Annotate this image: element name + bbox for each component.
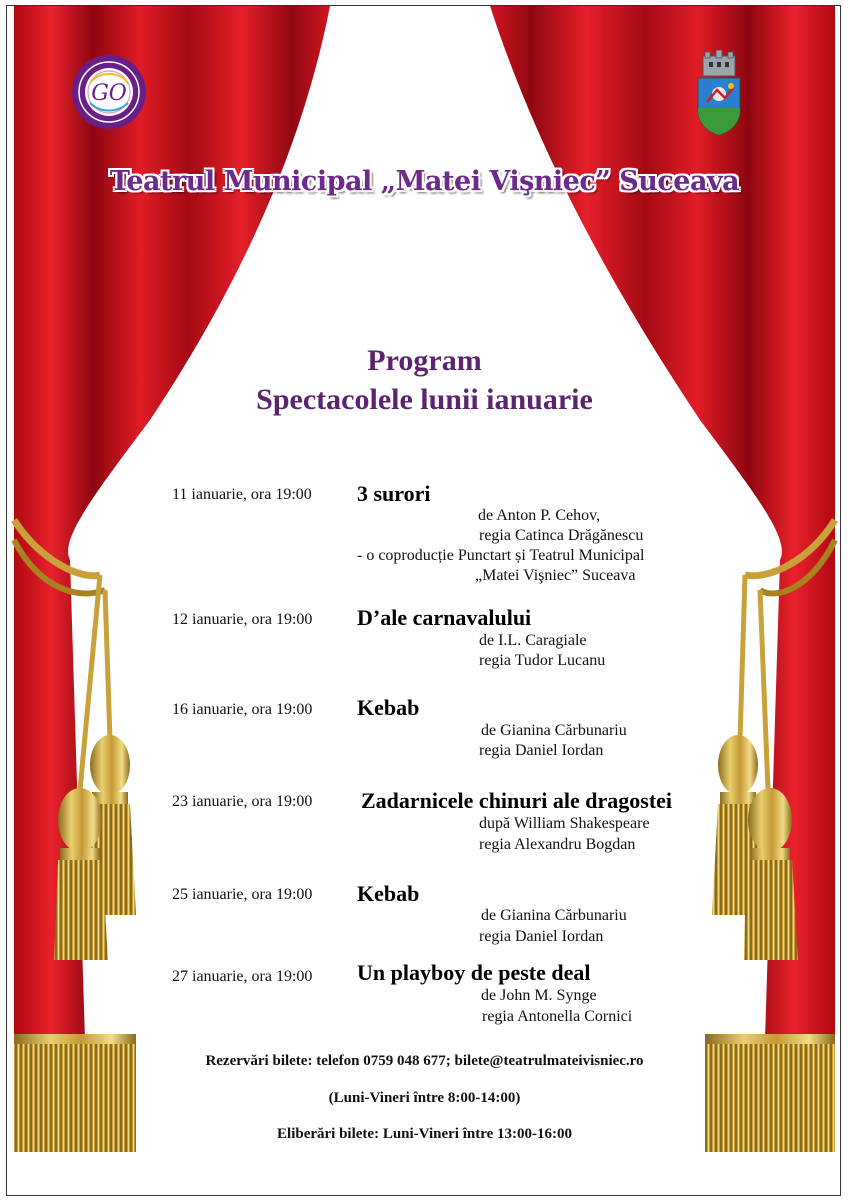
- event-detail: regia Catinca Drăgănescu: [479, 527, 644, 544]
- event-detail: - o coproducție Punctart și Teatrul Municipal: [357, 547, 645, 564]
- event-detail: regia Antonella Cornici: [482, 1008, 633, 1025]
- svg-text:GO: GO: [91, 81, 127, 106]
- event-detail: de Gianina Cărbunariu: [481, 907, 627, 924]
- program-subtitle: Spectacolele lunii ianuarie: [256, 383, 593, 416]
- ticket-release-info: Eliberări bilete: Luni-Vineri între 13:00-16:00: [277, 1126, 572, 1142]
- reservation-hours: (Luni-Vineri între 8:00-14:00): [328, 1090, 521, 1106]
- event-detail: de Gianina Cărbunariu: [481, 722, 627, 739]
- event-title: Zadarnicele chinuri ale dragostei: [361, 788, 673, 813]
- event-detail: de John M. Synge: [481, 987, 597, 1004]
- event-date: 27 ianuarie, ora 19:00: [172, 968, 313, 985]
- event-date: 23 ianuarie, ora 19:00: [172, 793, 313, 810]
- event-detail: regia Daniel Iordan: [479, 928, 604, 945]
- event-date: 11 ianuarie, ora 19:00: [172, 486, 312, 503]
- event-detail: „Matei Vişniec” Suceava: [475, 567, 636, 584]
- left-tassel-2: [54, 788, 108, 960]
- right-tassel-2: [744, 788, 798, 960]
- event-date: 25 ianuarie, ora 19:00: [172, 886, 313, 903]
- suceava-coat-of-arms-icon: [695, 50, 743, 136]
- event-detail: regia Tudor Lucanu: [479, 652, 606, 669]
- event-title: Kebab: [357, 881, 420, 906]
- event-date: 16 ianuarie, ora 19:00: [172, 701, 313, 718]
- event-detail: după William Shakespeare: [479, 815, 650, 832]
- theatre-name: Teatrul Municipal „Matei Vişniec” Suceava: [109, 166, 740, 197]
- event-title: Un playboy de peste deal: [357, 960, 591, 985]
- event-title: 3 surori: [357, 481, 431, 506]
- event-detail: regia Daniel Iordan: [479, 742, 604, 759]
- event-detail: de I.L. Caragiale: [479, 632, 587, 649]
- event-detail: regia Alexandru Bogdan: [479, 836, 636, 853]
- event-date: 12 ianuarie, ora 19:00: [172, 611, 313, 628]
- event-title: D’ale carnavalului: [357, 605, 532, 630]
- reservations-info: Rezervări bilete: telefon 0759 048 677; bilete@teatrulmateivisniec.ro: [205, 1053, 644, 1069]
- event-detail: de Anton P. Cehov,: [478, 507, 601, 524]
- theatre-logo: [70, 53, 148, 131]
- program-title: Program: [367, 344, 482, 377]
- event-title: Kebab: [357, 695, 420, 720]
